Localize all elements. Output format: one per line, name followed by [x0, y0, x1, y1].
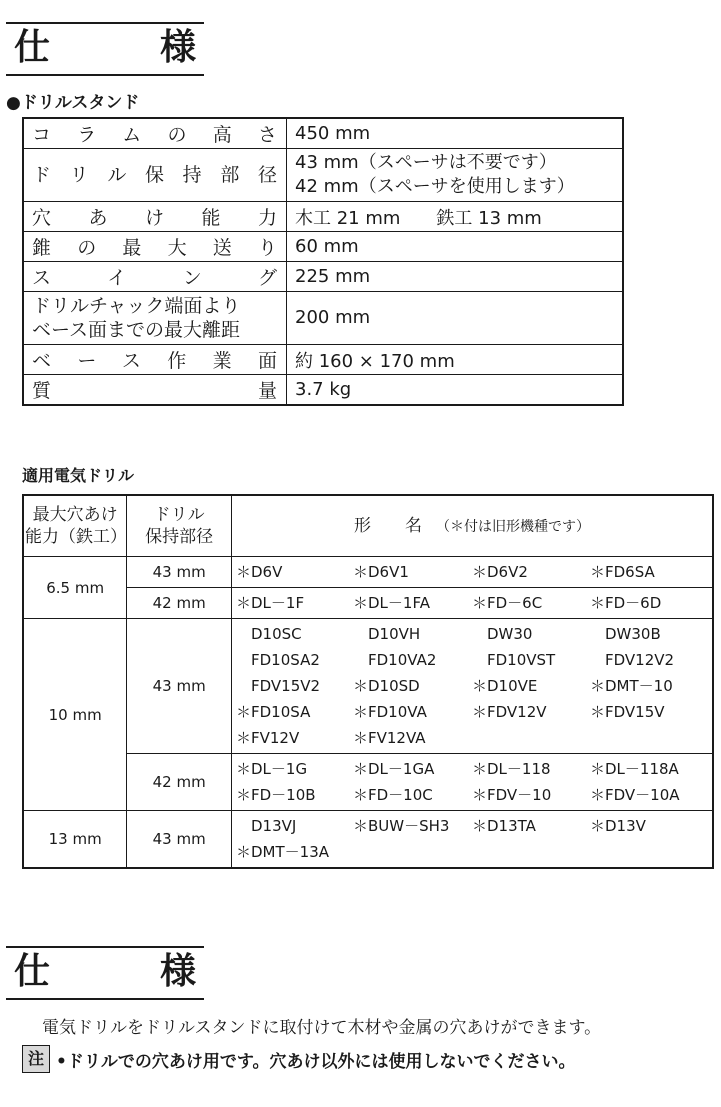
model-name: ＊DL－1F — [236, 594, 305, 612]
model-name: ＊DMT－13A — [236, 843, 330, 861]
models-cell — [232, 811, 714, 869]
models-cell — [232, 557, 714, 588]
capacity-cell: 13 mm — [23, 811, 127, 869]
model-name: ＊FD6SA — [590, 563, 655, 581]
model-name: ＊D10VE — [472, 677, 538, 695]
model-name: FD10VA2 — [353, 651, 437, 669]
models-cell — [232, 588, 714, 619]
description-text: 電気ドリルをドリルスタンドに取付けて木材や金属の穴あけができます。 — [42, 1018, 602, 1038]
model-name: ＊FDV12V — [472, 703, 547, 721]
model-name: D10SC — [236, 625, 302, 643]
caution-badge: 注 — [22, 1045, 50, 1073]
model-name: ＊FD10VA — [353, 703, 427, 721]
spec-label: ベース作業面 — [23, 345, 287, 375]
model-name: ＊FV12V — [236, 729, 300, 747]
capacity-cell: 10 mm — [23, 619, 127, 811]
holder-cell: 43 mm — [127, 811, 232, 869]
spec-value — [287, 149, 624, 202]
compatible-drill-table — [22, 494, 714, 869]
model-name: DW30 — [472, 625, 533, 643]
header-line: 最大穴あけ — [32, 505, 118, 525]
table-row — [23, 232, 623, 262]
header-model — [232, 495, 714, 557]
model-name: FD10VST — [472, 651, 556, 669]
model-name: ＊DL－1FA — [353, 594, 430, 612]
heading-char-1: 仕 — [14, 951, 51, 992]
table-row — [23, 754, 713, 811]
header-holder — [127, 495, 232, 557]
header-model-label: 形 名 — [354, 515, 422, 536]
table-row — [23, 292, 623, 345]
table-row — [23, 202, 623, 232]
table-row — [23, 118, 623, 149]
header-model-note: （＊付は旧形機種です） — [436, 518, 590, 535]
spec-value: 450 mm — [287, 118, 624, 149]
model-grid — [236, 559, 708, 585]
model-name: FDV15V2 — [236, 677, 321, 695]
model-name: ＊D13V — [590, 817, 646, 835]
spec-value: 3.7 kg — [287, 375, 624, 406]
table-row — [23, 588, 713, 619]
spec-value: 225 mm — [287, 262, 624, 292]
spec-value: 60 mm — [287, 232, 624, 262]
spec-label: 穴あけ能力 — [23, 202, 287, 232]
spec-table — [22, 117, 624, 406]
holder-cell: 43 mm — [127, 619, 232, 754]
model-name: ＊FD－10B — [236, 786, 316, 804]
model-name: ＊DL－1GA — [353, 760, 435, 778]
section-title-compatible-drills: 適用電気ドリル — [22, 466, 135, 485]
heading-char-2: 様 — [159, 27, 196, 68]
model-name: ＊FDV－10A — [590, 786, 680, 804]
spec-heading — [6, 22, 204, 76]
caution-text: •ドリルでの穴あけ用です。穴あけ以外には使用しないでください。 — [56, 1051, 576, 1072]
model-name: ＊D6V2 — [472, 563, 528, 581]
holder-cell: 42 mm — [127, 588, 232, 619]
model-name: ＊DL－118A — [590, 760, 679, 778]
spec-heading-2 — [6, 946, 204, 1000]
model-name: ＊DMT－10 — [590, 677, 673, 695]
model-name: ＊FD10SA — [236, 703, 311, 721]
heading-char-2: 様 — [159, 951, 196, 992]
model-name: ＊FD－10C — [353, 786, 433, 804]
model-name: ＊DL－1G — [236, 760, 308, 778]
header-model-wrap — [233, 515, 711, 538]
table-row — [23, 557, 713, 588]
model-name: ＊FDV15V — [590, 703, 665, 721]
spec-value-line: 42 mm（スペーサを使用します） — [295, 176, 575, 197]
model-grid — [236, 621, 708, 751]
header-line: 保持部径 — [145, 527, 214, 547]
heading-char-1: 仕 — [14, 27, 51, 68]
spec-label-line: ベース面までの最大離距 — [32, 319, 241, 341]
caution-note — [22, 1045, 576, 1073]
header-capacity — [23, 495, 127, 557]
model-name: ＊DL－118 — [472, 760, 551, 778]
model-name: ＊FD－6D — [590, 594, 662, 612]
model-name: D13VJ — [236, 817, 297, 835]
model-name: ＊D6V1 — [353, 563, 409, 581]
header-line: ドリル — [153, 505, 205, 525]
spec-value: 約 160 × 170 mm — [287, 345, 624, 375]
spec-label-line: ドリルチャック端面より — [32, 295, 241, 317]
spec-label: ドリル保持部径 — [23, 149, 287, 202]
spec-value-line: 43 mm（スペーサは不要です） — [295, 152, 557, 173]
model-name: ＊FV12VA — [353, 729, 426, 747]
model-grid — [236, 590, 708, 616]
models-cell — [232, 754, 714, 811]
table-row — [23, 811, 713, 869]
table-header-row — [23, 495, 713, 557]
model-grid — [236, 756, 708, 808]
model-name: ＊D6V — [236, 563, 283, 581]
holder-cell: 42 mm — [127, 754, 232, 811]
table-row — [23, 262, 623, 292]
spec-value: 200 mm — [287, 292, 624, 345]
model-name: ＊FDV－10 — [472, 786, 552, 804]
model-name: ＊D10SD — [353, 677, 420, 695]
holder-cell: 43 mm — [127, 557, 232, 588]
spec-value: 木工 21 mm 鉄工 13 mm — [287, 202, 624, 232]
model-grid — [236, 813, 708, 865]
table-row — [23, 375, 623, 406]
table-row — [23, 345, 623, 375]
model-name: ＊FD－6C — [472, 594, 543, 612]
model-name: ＊D13TA — [472, 817, 536, 835]
spec-label: 錐の最大送り — [23, 232, 287, 262]
table-row — [23, 149, 623, 202]
spec-label — [23, 292, 287, 345]
table-row — [23, 619, 713, 754]
spec-label: 質量 — [23, 375, 287, 406]
header-line: 能力（鉄工） — [25, 527, 127, 547]
capacity-cell: 6.5 mm — [23, 557, 127, 619]
spec-label: スイング — [23, 262, 287, 292]
models-cell — [232, 619, 714, 754]
model-name: D10VH — [353, 625, 421, 643]
spec-label: コラムの高さ — [23, 118, 287, 149]
model-name: DW30B — [590, 625, 661, 643]
section-title-drill-stand: ●ドリルスタンド — [6, 93, 140, 113]
model-name: FDV12V2 — [590, 651, 675, 669]
model-name: FD10SA2 — [236, 651, 320, 669]
model-name: ＊BUW－SH3 — [353, 817, 450, 835]
